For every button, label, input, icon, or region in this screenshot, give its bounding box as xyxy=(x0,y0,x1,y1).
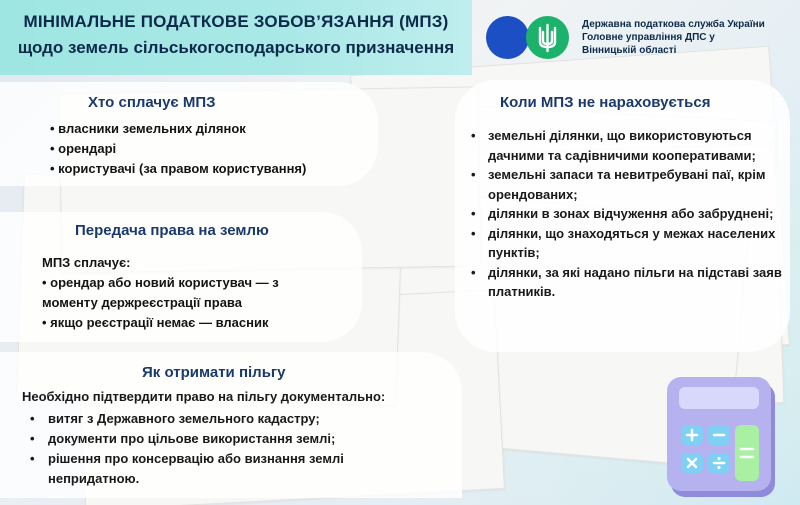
calculator-icon xyxy=(665,375,780,500)
transfer-card xyxy=(0,212,362,342)
list-item: • орендарі xyxy=(50,141,117,156)
benefit-intro: Необхідно підтвердити право на пільгу документально: xyxy=(22,389,386,404)
green-circle-logo xyxy=(526,16,569,59)
who-pays-card xyxy=(0,82,378,186)
text-line: МПЗ сплачує: xyxy=(42,255,131,270)
benefit-card xyxy=(0,352,462,498)
not-charged-list xyxy=(471,126,783,302)
transfer-title: Передача права на землю xyxy=(75,222,269,239)
page-subtitle: щодо земель сільськогосподарського призначення xyxy=(17,38,455,57)
list-item: • ділянки, за які надано пільги на підставі заяв платників. xyxy=(471,263,783,302)
list-item: • власники земельних ділянок xyxy=(50,121,246,136)
who-pays-list xyxy=(50,119,306,179)
agency-name: Державна податкова служба України Головне управління ДПС у Вінницькій області xyxy=(582,19,765,56)
list-item: • земельні запаси та невитребувані паї, крім орендованих; xyxy=(471,165,783,204)
not-charged-title: Коли МПЗ не нараховується xyxy=(500,94,711,111)
text-line: моменту держреєстрації права xyxy=(42,295,242,310)
not-charged-card xyxy=(455,80,790,352)
transfer-text xyxy=(42,253,279,333)
list-item: • рішення про консервацію або визнання землі непридатною. xyxy=(30,449,390,489)
benefit-list xyxy=(30,409,390,489)
agency-logos xyxy=(486,16,576,60)
list-item: • витяг з Державного земельного кадастру; xyxy=(30,409,390,429)
list-item: • ділянки в зонах відчуження або забруднені; xyxy=(471,204,783,224)
benefit-title: Як отримати пільгу xyxy=(142,364,286,381)
page-header xyxy=(0,0,472,75)
list-item: • користувачі (за правом користування) xyxy=(50,161,307,176)
who-pays-title: Хто сплачує МПЗ xyxy=(88,94,216,111)
text-line: • якщо реєстрації немає — власник xyxy=(42,315,269,330)
list-item: • ділянки, що знаходяться у межах населених пунктів; xyxy=(471,224,783,263)
list-item: • документи про цільове використання землі; xyxy=(30,429,390,449)
blue-circle-logo xyxy=(486,16,529,59)
text-line: • орендар або новий користувач — з xyxy=(42,275,279,290)
trident-icon xyxy=(526,16,569,59)
list-item: • земельні ділянки, що використовуються дачними та садівничими кооперативами; xyxy=(471,126,783,165)
page-title: МІНІМАЛЬНЕ ПОДАТКОВЕ ЗОБОВ’ЯЗАННЯ (МПЗ) xyxy=(23,12,449,31)
